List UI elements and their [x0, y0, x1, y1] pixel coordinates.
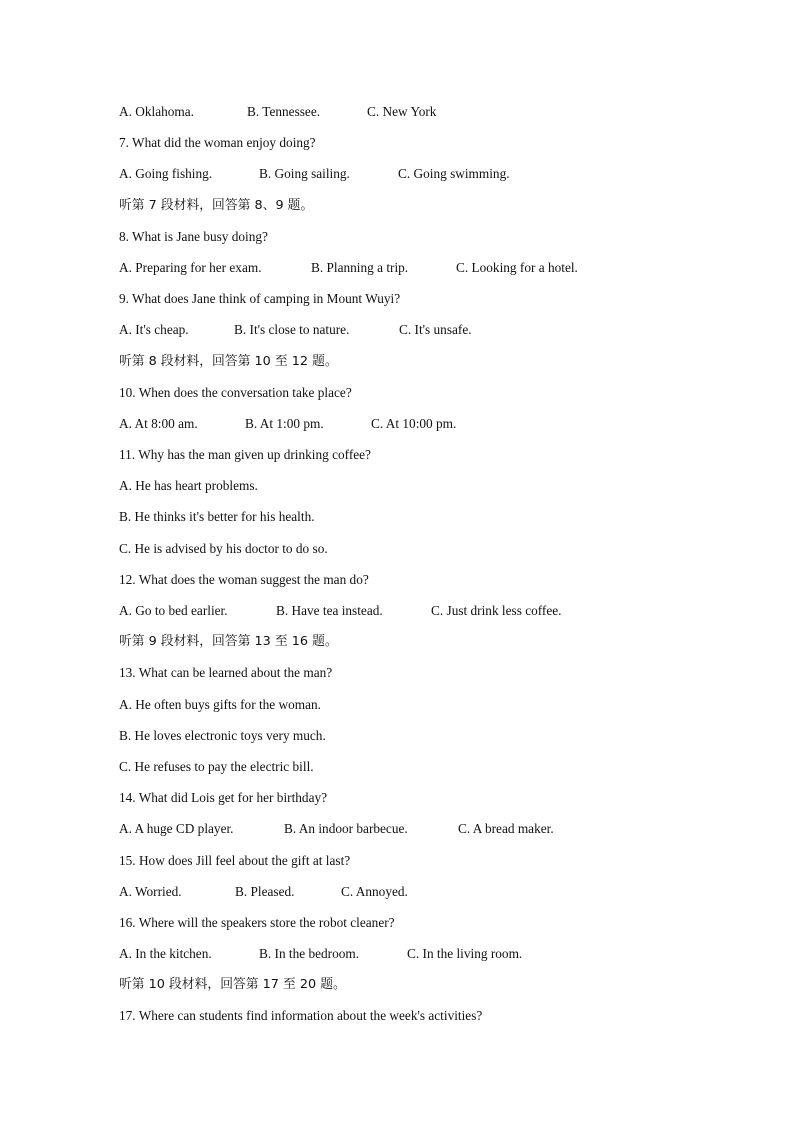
section-instruction: 听第 10 段材料，回答第 17 至 20 题。 — [119, 977, 346, 993]
answer-option: B. An indoor barbecue. — [284, 821, 408, 837]
answer-option: C. New York — [367, 104, 437, 119]
answer-option: B. In the bedroom. — [259, 946, 360, 962]
options-row — [119, 539, 739, 570]
answer-option: B. At 1:00 pm. — [245, 415, 324, 431]
answer-option: C. Annoyed. — [341, 883, 408, 899]
section-instruction: 听第 7 段材料，回答第 8、9 题。 — [119, 197, 314, 213]
answer-option: C. Just drink less coffee. — [431, 603, 562, 618]
answer-option: A. He often buys gifts for the woman. — [119, 696, 321, 712]
answer-option: A. It's cheap. — [119, 322, 189, 338]
question-text: 15. How does Jill feel about the gift at last? — [119, 852, 351, 868]
question-text: 10. When does the conversation take place? — [119, 384, 352, 400]
answer-option: C. A bread maker. — [458, 821, 554, 837]
options-row — [119, 944, 739, 975]
answer-option: A. At 8:00 am. — [119, 415, 198, 431]
answer-option: A. He has heart problems. — [119, 478, 258, 494]
options-row — [119, 757, 739, 788]
answer-option: A. Preparing for her exam. — [119, 259, 262, 275]
options-row — [119, 882, 739, 913]
answer-option: C. He is advised by his doctor to do so. — [119, 540, 328, 556]
options-row — [119, 601, 739, 632]
options-row — [119, 102, 739, 133]
options-row — [119, 414, 739, 445]
answer-option: A. Go to bed earlier. — [119, 603, 228, 618]
question-text: 8. What is Jane busy doing? — [119, 228, 268, 244]
answer-option: C. In the living room. — [407, 946, 523, 962]
options-row — [119, 726, 739, 757]
answer-option: C. At 10:00 pm. — [371, 415, 457, 431]
answer-option: C. He refuses to pay the electric bill. — [119, 758, 314, 774]
question-text: 14. What did Lois get for her birthday? — [119, 790, 328, 806]
document-page — [119, 102, 739, 1038]
answer-option: B. He loves electronic toys very much. — [119, 727, 326, 743]
answer-option: B. Tennessee. — [247, 104, 321, 119]
answer-option: A. A huge CD player. — [119, 821, 234, 837]
section-instruction: 听第 8 段材料，回答第 10 至 12 题。 — [119, 353, 338, 369]
answer-option: A. In the kitchen. — [119, 946, 212, 962]
question-text: 16. Where will the speakers store the robot cleaner? — [119, 914, 395, 930]
question-text: 13. What can be learned about the man? — [119, 665, 333, 681]
answer-option: A. Oklahoma. — [119, 104, 194, 119]
section-instruction: 听第 9 段材料，回答第 13 至 16 题。 — [119, 634, 338, 650]
question-text: 9. What does Jane think of camping in Mount Wuyi? — [119, 291, 401, 307]
answer-option: A. Going fishing. — [119, 166, 213, 182]
answer-option: B. Going sailing. — [259, 166, 350, 182]
options-row — [119, 476, 739, 507]
answer-option: B. Have tea instead. — [276, 603, 383, 618]
answer-option: B. He thinks it's better for his health. — [119, 509, 315, 525]
answer-option: B. It's close to nature. — [234, 322, 350, 338]
answer-option: C. It's unsafe. — [399, 322, 472, 338]
options-row — [119, 164, 739, 195]
answer-option: B. Planning a trip. — [311, 259, 409, 275]
options-row — [119, 819, 739, 850]
question-text: 11. Why has the man given up drinking coffee? — [119, 447, 371, 463]
answer-option: C. Going swimming. — [398, 166, 510, 182]
answer-option: A. Worried. — [119, 883, 182, 899]
answer-option: B. Pleased. — [235, 883, 295, 899]
question-text: 17. Where can students find information about the week's activities? — [119, 1008, 483, 1024]
options-row — [119, 320, 739, 351]
question-text: 7. What did the woman enjoy doing? — [119, 135, 316, 151]
options-row — [119, 258, 739, 289]
answer-option: C. Looking for a hotel. — [456, 259, 578, 275]
question-text: 12. What does the woman suggest the man do? — [119, 571, 369, 587]
options-row — [119, 507, 739, 538]
options-row — [119, 695, 739, 726]
